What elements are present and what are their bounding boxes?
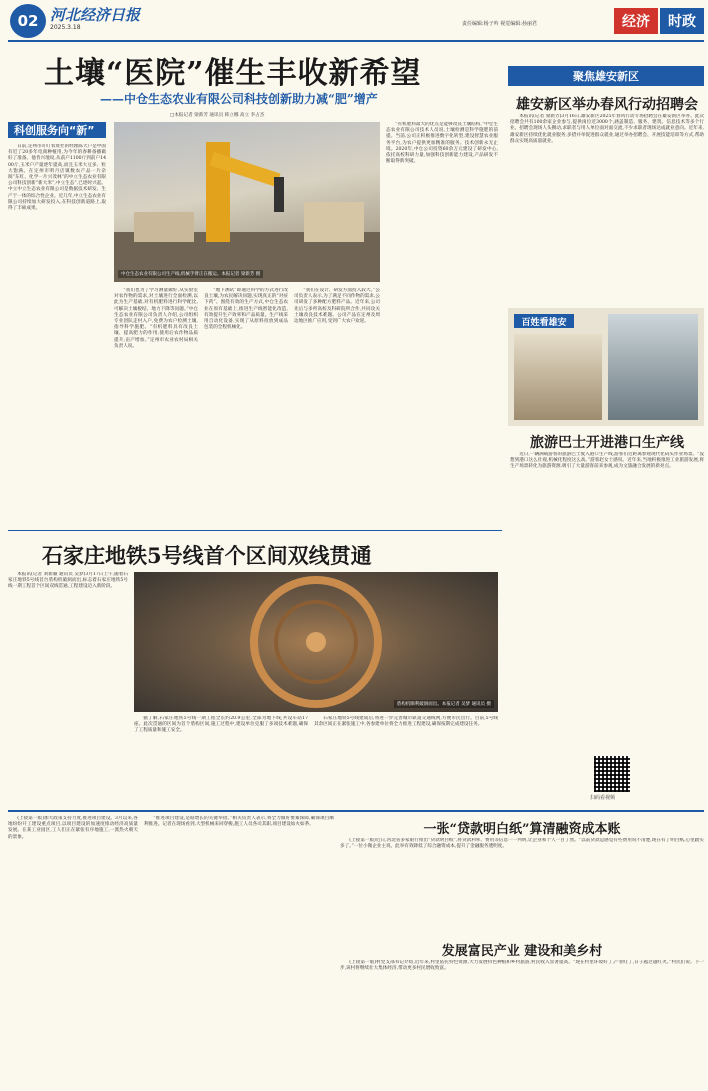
main-subheadline: ——中仓生态农业有限公司科技创新助力减“肥”增产: [100, 92, 378, 106]
bottom-col-left: [8, 816, 138, 1086]
subway-col-2: [134, 716, 308, 804]
bus-story-body: [510, 452, 704, 752]
section-tag-economy: 经济: [614, 8, 658, 34]
main-col-4-text: “我们在设计、研发方面投入较大。”公司负责人表示,为了满足不同作物的需求,公司研发了多种配方肥料产品。近年来,公司先后与多所高校及科研院所合作,共同攻关土壤改良技术难题。公司产品在定州及周边地区推广应用,受到广大农户欢迎。: [294, 288, 380, 325]
qr-label: 扫码看视频: [590, 795, 616, 801]
rural-story-title: 发展富民产业 建设和美乡村: [441, 944, 603, 959]
xiongan-title: 雄安新区举办春风行动招聘会: [516, 97, 698, 113]
page-number: 02: [10, 4, 46, 38]
rural-story-body: [340, 960, 704, 1086]
main-headline: 土壤“医院”催生丰收新希望: [44, 56, 422, 91]
xiongan-body: [510, 114, 704, 304]
issue-date: 2025.3.18: [50, 24, 81, 31]
section-banner: 科创服务向“新”: [8, 122, 106, 138]
main-col-5: [386, 122, 498, 516]
main-col-2-text: “我们也为了学习测量做好,从实验室对农作物的需求,对土壤进行全面检测,以此为生产基础,对有机肥料进行科学配比,可解决土壤板结、地力下降等问题。”中仓生态农业有限公司负责人介绍,公司组织专业团队走村入户,免费为农户检测土壤,指导科学施肥。“有机肥料具有改良土壤、提高肥力的作用,使用后农作物品质提升,亩产增加。”定州市农业农村局相关负责人说。: [114, 288, 198, 349]
tunnel-photo-caption: 盾构机顺利破洞而出。本报记者 吴梦 通讯员 摄: [394, 700, 494, 708]
loan-story-body: [340, 838, 704, 934]
bottom-col-mid: [144, 816, 334, 1086]
rural-story-body-text: (上接第一版)村党支部书记介绍,近年来,村里依托特色资源,大力发展特色种植和乡村旅游,村民收入显著提高。“现在村里环境好了,产业旺了,日子越过越红火。”村民们说。下一步,该村将继续壮大集体经济,带动更多村民增收致富。: [340, 960, 704, 972]
bus-story-body-text: 近日,一辆满载游客的旅游巴士驶入港口生产线,游客们近距离参观现代化码头作业场景。“没想到港口这么壮观,机械化程度这么高。”游客赵女士感叹。近年来,当地积极推进工业旅游发展,将生产场景转化为旅游资源,吸引了大量游客前来参观,成为文旅融合发展的新亮点。: [510, 452, 704, 470]
main-col-3-text: “地下测试”即通过科学的方式进行改良土壤,为农民解决问题,实现真正的“对症下药”。围绕有效的生产方式,中仓生态农业在原有基础上,推进生产线智能化改造,有效提升生产效率和产品质量。生产线采用自动化设备,实现了从原料投放到成品包装的全程机械化。: [204, 288, 288, 331]
qr-code[interactable]: [594, 756, 630, 792]
factory-photo-caption: 中仓生态农业有限公司生产线,机械手臂正在搬运。本报记者 梁新芳 摄: [118, 270, 263, 278]
main-col-4: [294, 288, 380, 516]
xiongan-sub-banner: 百姓看雄安: [514, 314, 574, 328]
worker-photo-1: [514, 334, 602, 420]
bottom-col-mid-text: “推进项目建设,是稳增长的关键举措。”相关负责人表示,将全力做好要素保障,确保项目顺利推进。记者在现场看到,大型机械来回穿梭,施工人员各司其职,项目建设如火如荼。: [144, 816, 334, 828]
main-col-3: [204, 288, 288, 516]
subway-headline: 石家庄地铁5号线首个区间双线贯通: [42, 543, 372, 568]
tunnel-photo: [134, 572, 498, 712]
header-rule: [8, 40, 704, 42]
xiongan-banner: 聚焦雄安新区: [508, 66, 704, 86]
bottom-rule: [8, 810, 704, 812]
robot-arm-illustration: [114, 122, 380, 282]
main-byline: □本报记者 梁新芳 通讯员 韩立娜 高立 李占杰: [170, 113, 265, 118]
subway-col-3: [314, 716, 498, 804]
subway-rule: [8, 530, 502, 531]
newspaper-name: 河北经济日报: [50, 6, 141, 24]
factory-photo: [114, 122, 380, 282]
subway-col-1-text: 本报讯(记者 刘新颖 通讯员 吴梦)3月17日上午,随着石家庄地铁5号线首台盾构机破洞而出,标志着石家庄地铁5号线一期工程首个区间双线贯通,工程建设迈入新阶段。: [8, 572, 128, 590]
main-col-2: [114, 288, 198, 516]
loan-story-body-text: (上接第一版)近日,河北省多家银行推出“贷款明白纸”,将贷款利率、费用等信息一一列明,让企业和个人一目了然。“以前贷款总感觉有些费用说不清楚,现在有了明白纸,心里踏实多了。”一位小微企业主说。此举有效降低了综合融资成本,提升了金融服务透明度。: [340, 838, 704, 850]
main-col-5-text: “有机肥料最大的优点是能够改良土壤结构,”中仓生态农业有限公司技术人员说,土壤检测是科学施肥的前提。当前,公司正积极推进数字化转型,建设智慧农业服务平台,为农户提供更加精准的服务。技术创新永无止境。2020年,中仓公司投资60余万元建设了研发中心,依托高校科研力量,加强科技创新能力建设,产品研发不断取得新突破。: [386, 122, 498, 165]
section-tag-politics: 时政: [660, 8, 704, 34]
bus-story-title: 旅游巴士开进港口生产线: [530, 435, 684, 451]
xiongan-photo-box: [508, 308, 704, 426]
subway-col-3-text: 石家庄地铁5号线建成后,将进一步完善城市轨道交通线网,方便市民出行。目前,5号线其余区间正在紧张施工中,各参建单位将全力推进工程建设,确保按期完成建设任务。: [314, 716, 498, 728]
tunnel-boring-machine-illustration: [134, 572, 498, 712]
editor-credit: 责任编辑:杨子吟 视觉编辑:孙丽君: [462, 21, 537, 27]
xiongan-body-text: 本报讯(记者 梁新芳)3月16日,雄安新区2025年春风行动专场招聘会在雄安新区举办。此次招聘会共有100余家企业参与,提供岗位近3000个,涵盖制造、服务、建筑、信息技术等多个行业。招聘会现场人头攒动,求职者与用人单位面对面交流,不少求职者现场达成就业意向。近年来,雄安新区持续优化就业服务,多措并举促进群众就业,通过举办招聘会、开展技能培训等方式,帮助群众实现高质量就业。: [510, 114, 704, 144]
subway-col-1: [8, 572, 128, 804]
subway-col-2-text: 据了解,石家庄地铁5号线一期工程全长约20.9公里,全部为地下线,共设车站17座。此次贯通的区间为首个盾构区间,施工过程中,建设单位克服了多项技术难题,确保了工程质量和施工安全。: [134, 716, 308, 734]
main-col-1-text: 日前,定州市叮叮农资社的经理陈大户是中国有近了20多年电商种植用,为今年的春耕备播做好了准备。他肯兴地说,从前户1100斤到前户1400斤,玉米户产量逐年提高,而且玉米大豆多、粒大饱满。在定州市明月店镇数农产品一片杂阅“东红、化学一片兴茂林”的中立生态农业有限公司科技创新“新大米”,中立生态”,已逐时兴起。中立中立生态农业有限公司是数据技术研发、生产于一体的综合性企业。近几年,中立生态农业有限公司持续加大研发投入,在科技创新道路上,取得了丰硕成果。: [8, 144, 106, 212]
main-col-1: [8, 144, 106, 516]
bottom-col-left-text: (上接第一版)加大政策支持力度,推进项目建设。3月以来,各地纷纷开工建设重点项目,以项目建设的加速度推动经济高质量发展。在某工业园区,工人们正在紧张有序地施工,一派热火朝天的景象。: [8, 816, 138, 840]
worker-photo-2: [608, 314, 698, 420]
loan-story-title: 一张“贷款明白纸”算清融资成本账: [423, 822, 621, 837]
